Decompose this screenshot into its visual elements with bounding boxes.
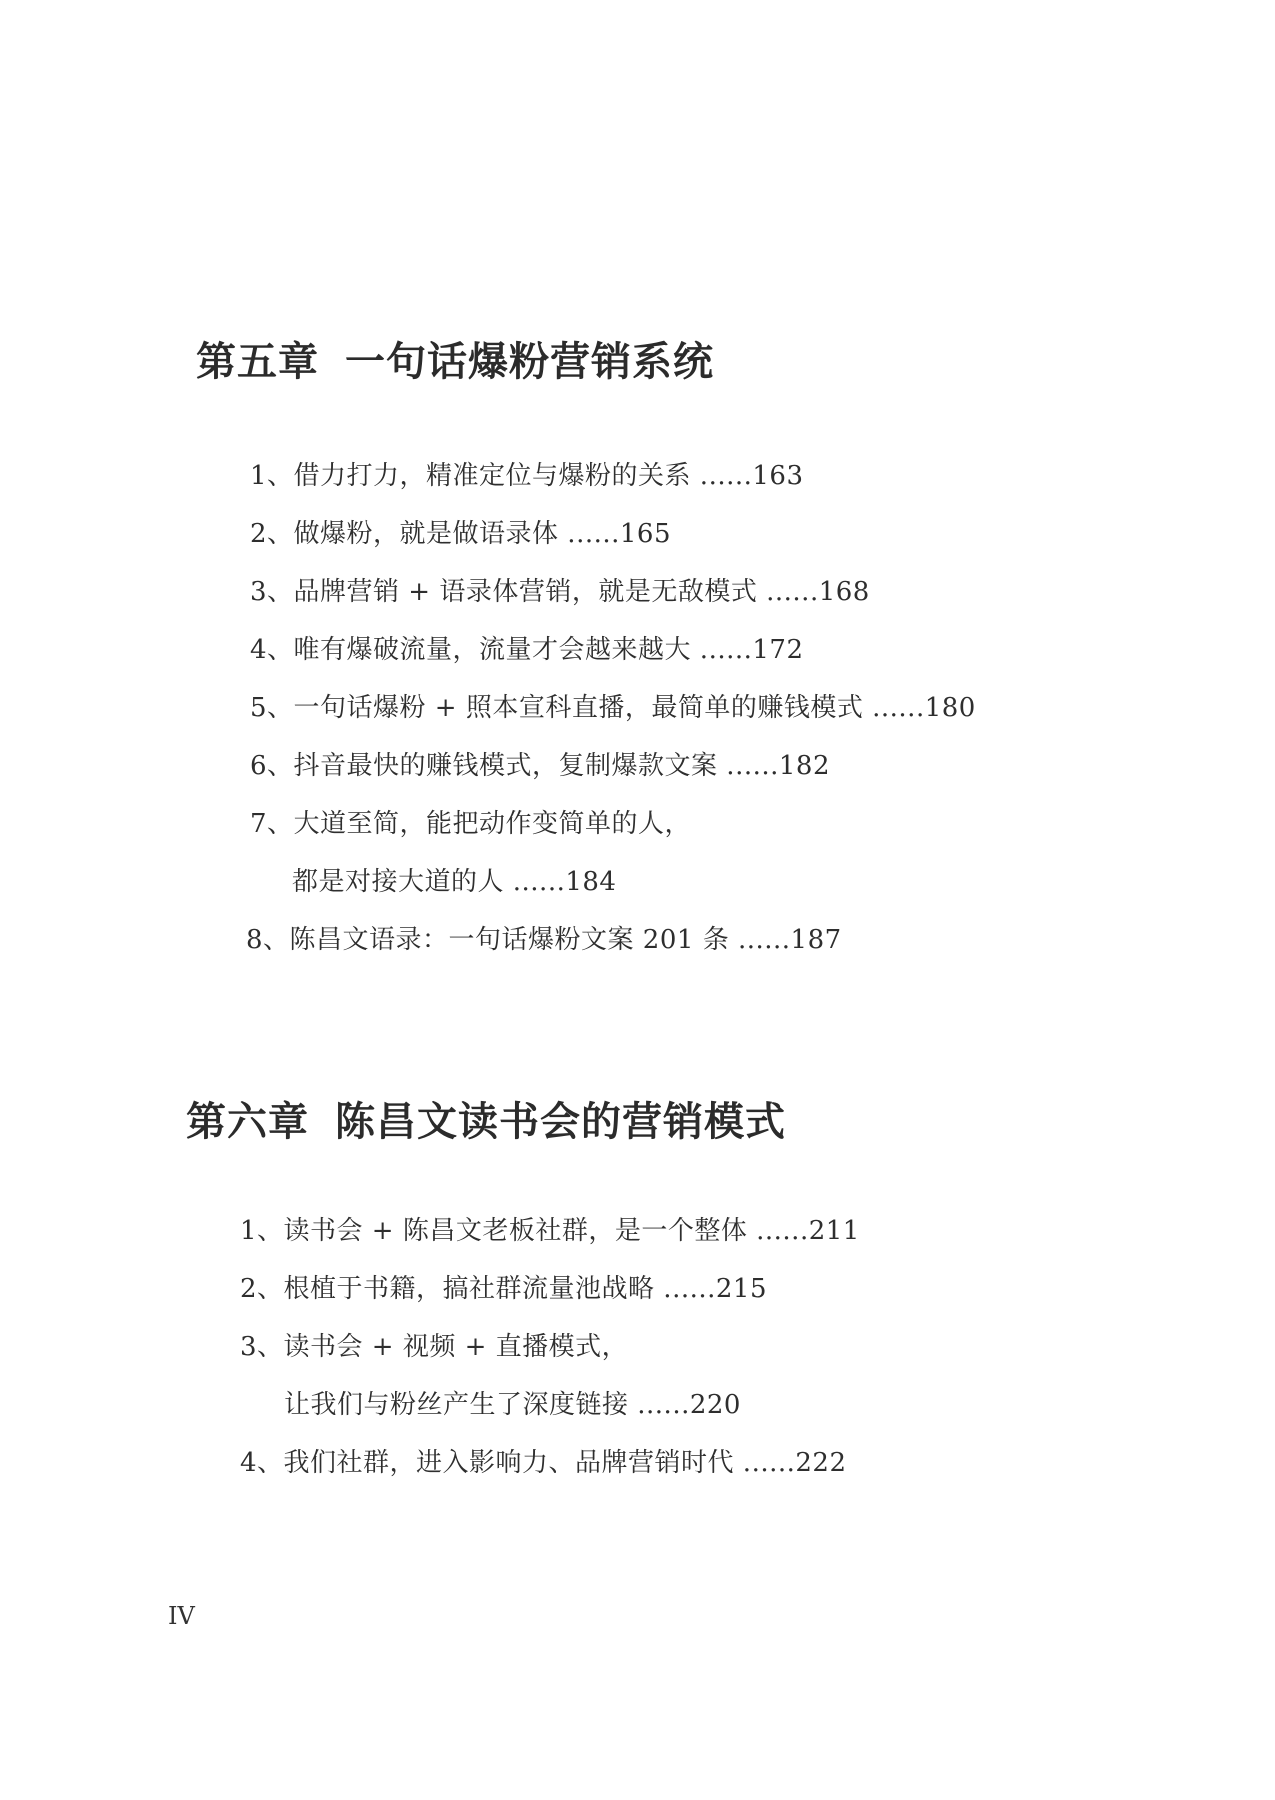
toc-entry-continuation[interactable]: 让我们与粉丝产生了深度链接 ......220 (284, 1390, 741, 1420)
toc-entry[interactable]: 1、读书会 + 陈昌文老板社群，是一个整体 ......211 (240, 1216, 860, 1246)
chapter-6-heading (186, 1090, 786, 1147)
chapter-5-heading (196, 330, 714, 387)
toc-entry[interactable]: 5、一句话爆粉 + 照本宣科直播，最简单的赚钱模式 ......180 (250, 693, 976, 723)
toc-entry[interactable]: 3、品牌营销 + 语录体营销，就是无敌模式 ......168 (250, 577, 870, 607)
toc-entry[interactable]: 1、借力打力，精准定位与爆粉的关系 ......163 (250, 461, 804, 491)
toc-entry[interactable]: 3、读书会 + 视频 + 直播模式， (240, 1332, 629, 1362)
toc-entry[interactable]: 8、陈昌文语录：一句话爆粉文案 201 条 ......187 (246, 925, 842, 955)
toc-entry-continuation[interactable]: 都是对接大道的人 ......184 (292, 867, 617, 897)
chapter-5-title: 一句话爆粉营销系统 (345, 339, 714, 385)
chapter-5-label: 第五章 (196, 339, 319, 385)
chapter-6-label: 第六章 (186, 1099, 309, 1145)
toc-entry[interactable]: 4、唯有爆破流量，流量才会越来越大 ......172 (250, 635, 804, 665)
toc-entry[interactable]: 4、我们社群，进入影响力、品牌营销时代 ......222 (240, 1448, 847, 1478)
toc-entry[interactable]: 2、做爆粉，就是做语录体 ......165 (250, 519, 672, 549)
page-number: IV (168, 1602, 195, 1630)
toc-entry[interactable]: 7、大道至简，能把动作变简单的人， (250, 809, 692, 839)
chapter-6-title: 陈昌文读书会的营销模式 (335, 1099, 786, 1145)
toc-entry[interactable]: 6、抖音最快的赚钱模式，复制爆款文案 ......182 (250, 751, 831, 781)
toc-entry[interactable]: 2、根植于书籍，搞社群流量池战略 ......215 (240, 1274, 768, 1304)
